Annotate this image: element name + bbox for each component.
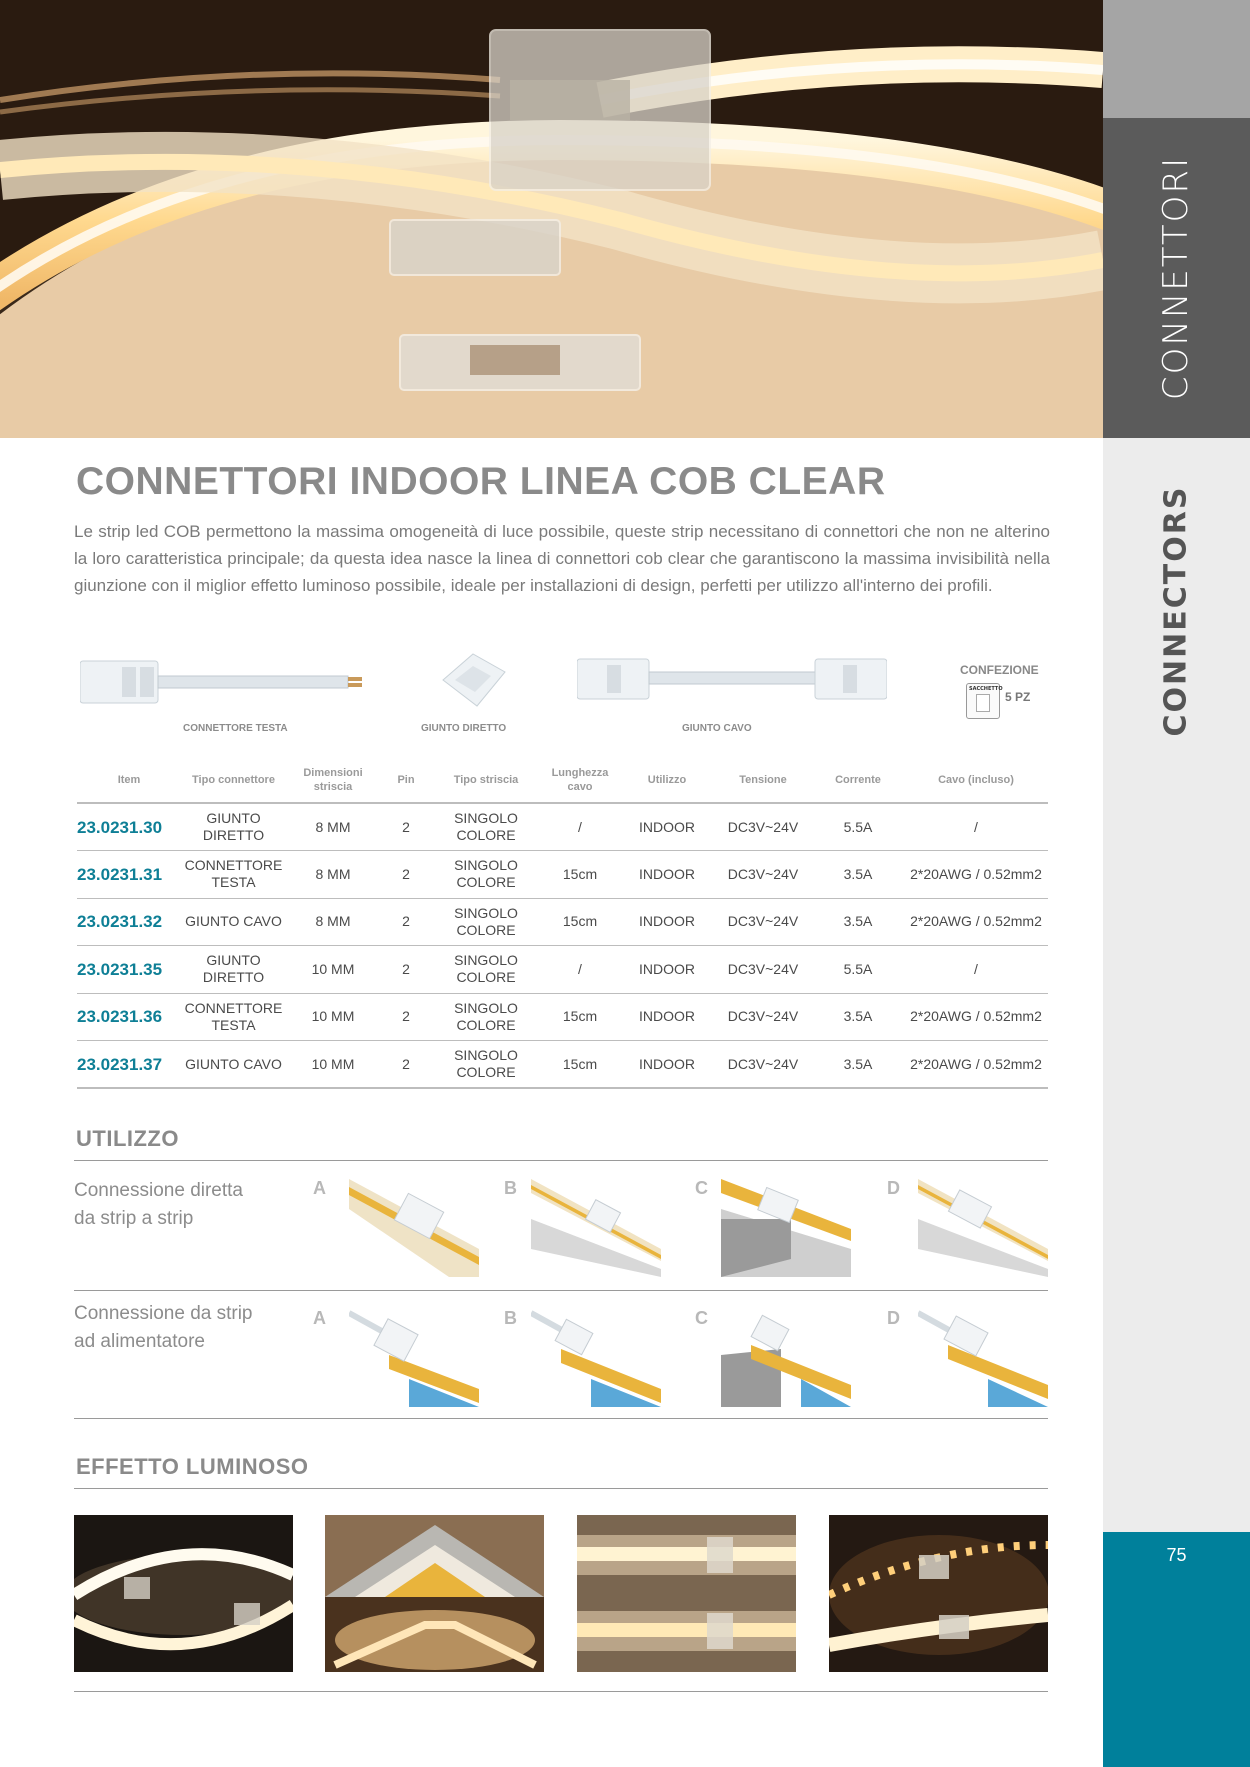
usage-row-1-label: Connessione diretta da strip a strip <box>74 1180 243 1229</box>
usage-step-image <box>531 1309 661 1407</box>
usage-row-1-rule <box>74 1290 1048 1291</box>
cell-item: 23.0231.37 <box>77 1041 181 1089</box>
cell-strip: SINGOLO COLORE <box>432 851 540 899</box>
th-type: Tipo connettore <box>181 757 286 803</box>
table-row <box>77 898 1048 946</box>
cell-item: 23.0231.32 <box>77 898 181 946</box>
cell-dim: 8 MM <box>286 898 380 946</box>
effect-bottom-rule <box>74 1691 1048 1692</box>
th-pin: Pin <box>380 757 432 803</box>
cell-voltage: DC3V~24V <box>714 898 812 946</box>
step-letter: A <box>313 1178 326 1198</box>
cell-dim: 8 MM <box>286 803 380 851</box>
cell-use: INDOOR <box>620 803 714 851</box>
cell-use: INDOOR <box>620 851 714 899</box>
cell-length: 15cm <box>540 993 620 1041</box>
section-title-en: CONNECTORS <box>1158 485 1194 737</box>
cell-length: / <box>540 946 620 994</box>
cell-item: 23.0231.31 <box>77 851 181 899</box>
hero-photo <box>0 0 1103 438</box>
th-strip: Tipo striscia <box>432 757 540 803</box>
th-use: Utilizzo <box>620 757 714 803</box>
cell-length: 15cm <box>540 898 620 946</box>
cell-voltage: DC3V~24V <box>714 993 812 1041</box>
cell-dim: 10 MM <box>286 1041 380 1089</box>
cell-length: 15cm <box>540 1041 620 1089</box>
cell-current: 3.5A <box>812 1041 904 1089</box>
cell-voltage: DC3V~24V <box>714 851 812 899</box>
cell-strip: SINGOLO COLORE <box>432 993 540 1041</box>
table-row <box>77 993 1048 1041</box>
th-voltage: Tensione <box>714 757 812 803</box>
cell-current: 3.5A <box>812 898 904 946</box>
cell-pin: 2 <box>380 993 432 1041</box>
usage-step-image <box>918 1309 1048 1407</box>
step-letter: C <box>695 1308 708 1328</box>
usage-step-image <box>721 1309 851 1407</box>
table-row <box>77 851 1048 899</box>
packaging-quantity: 5 PZ <box>1005 690 1031 704</box>
th-length: Lunghezza cavo <box>540 757 620 803</box>
usage-step-image <box>531 1179 661 1277</box>
th-dim: Dimensioni striscia <box>286 757 380 803</box>
packaging-label: CONFEZIONE <box>960 663 1039 677</box>
cell-current: 5.5A <box>812 946 904 994</box>
table-row <box>77 803 1048 851</box>
cell-voltage: DC3V~24V <box>714 803 812 851</box>
cell-item: 23.0231.36 <box>77 993 181 1041</box>
connector-head-image <box>80 657 380 712</box>
effect-heading-rule <box>74 1488 1048 1489</box>
cell-cable: / <box>904 803 1048 851</box>
packaging-bag-label: SACCHETTO <box>969 686 1003 692</box>
cell-dim: 10 MM <box>286 946 380 994</box>
cell-voltage: DC3V~24V <box>714 1041 812 1089</box>
usage-step-image <box>349 1309 479 1407</box>
effect-heading: EFFETTO LUMINOSO <box>76 1454 309 1479</box>
cell-use: INDOOR <box>620 993 714 1041</box>
cell-strip: SINGOLO COLORE <box>432 803 540 851</box>
usage-step-image <box>918 1179 1048 1277</box>
page-number: 75 <box>1166 1545 1187 1565</box>
table-row <box>77 946 1048 994</box>
packaging-bag-icon <box>966 683 1003 719</box>
cell-cable: 2*20AWG / 0.52mm2 <box>904 851 1048 899</box>
cell-cable: 2*20AWG / 0.52mm2 <box>904 993 1048 1041</box>
section-title-it: CONNETTORI <box>1156 155 1196 401</box>
th-item: Item <box>77 757 181 803</box>
usage-step-image <box>721 1179 851 1277</box>
cell-pin: 2 <box>380 851 432 899</box>
cell-pin: 2 <box>380 803 432 851</box>
cell-dim: 10 MM <box>286 993 380 1041</box>
cell-type: CONNETTORE TESTA <box>181 851 286 899</box>
usage-heading: UTILIZZO <box>76 1126 179 1151</box>
table-row <box>77 1041 1048 1089</box>
usage-row-2-label: Connessione da strip ad alimentatore <box>74 1303 253 1352</box>
step-letter: D <box>887 1178 900 1198</box>
cell-cable: 2*20AWG / 0.52mm2 <box>904 898 1048 946</box>
usage-heading-rule <box>74 1160 1048 1161</box>
spec-table <box>77 757 1048 1089</box>
step-letter: B <box>504 1308 517 1328</box>
cell-use: INDOOR <box>620 1041 714 1089</box>
cell-strip: SINGOLO COLORE <box>432 1041 540 1089</box>
step-letter: C <box>695 1178 708 1198</box>
cell-type: GIUNTO DIRETTO <box>181 803 286 851</box>
cell-cable: 2*20AWG / 0.52mm2 <box>904 1041 1048 1089</box>
cell-length: 15cm <box>540 851 620 899</box>
caption-giunto-diretto: GIUNTO DIRETTO <box>421 723 507 734</box>
cell-current: 5.5A <box>812 803 904 851</box>
cell-current: 3.5A <box>812 993 904 1041</box>
caption-giunto-cavo: GIUNTO CAVO <box>682 723 752 734</box>
th-cable: Cavo (incluso) <box>904 757 1048 803</box>
caption-connettore-testa: CONNETTORE TESTA <box>183 723 288 734</box>
cell-pin: 2 <box>380 946 432 994</box>
sidebar-top-block <box>1103 0 1250 118</box>
step-letter: B <box>504 1178 517 1198</box>
cell-strip: SINGOLO COLORE <box>432 946 540 994</box>
cell-type: GIUNTO DIRETTO <box>181 946 286 994</box>
effect-photo-3 <box>577 1515 796 1672</box>
cell-type: GIUNTO CAVO <box>181 898 286 946</box>
cell-item: 23.0231.35 <box>77 946 181 994</box>
sidebar <box>1103 0 1250 1767</box>
connector-cable-image <box>577 655 887 703</box>
cell-pin: 2 <box>380 898 432 946</box>
cell-current: 3.5A <box>812 851 904 899</box>
usage-row-2-rule <box>74 1418 1048 1419</box>
intro-paragraph: Le strip led COB permettono la massima omogeneità di luce possibile, queste strip necessitano di connettori che non ne alterino la loro caratteristica principale; da questa idea nasce la linea di connettori cob clear che garantiscono la massima invisibilità nella giunzione con il miglior effetto luminoso possibile, ideale per installazioni di design, perfetti per utilizzo all'interno dei profili. <box>74 522 1050 595</box>
cell-type: GIUNTO CAVO <box>181 1041 286 1089</box>
cell-cable: / <box>904 946 1048 994</box>
cell-type: CONNETTORE TESTA <box>181 993 286 1041</box>
step-letter: D <box>887 1308 900 1328</box>
table-header-row <box>77 757 1048 803</box>
cell-use: INDOOR <box>620 898 714 946</box>
usage-step-image <box>349 1179 479 1277</box>
th-current: Corrente <box>812 757 904 803</box>
cell-item: 23.0231.30 <box>77 803 181 851</box>
cell-length: / <box>540 803 620 851</box>
connector-direct-image <box>433 650 513 710</box>
cell-strip: SINGOLO COLORE <box>432 898 540 946</box>
sidebar-page-block <box>1103 1532 1250 1767</box>
step-letter: A <box>313 1308 326 1328</box>
effect-photo-2 <box>325 1515 544 1672</box>
bag-document-icon <box>976 694 990 712</box>
cell-voltage: DC3V~24V <box>714 946 812 994</box>
cell-dim: 8 MM <box>286 851 380 899</box>
cell-use: INDOOR <box>620 946 714 994</box>
page-title: CONNETTORI INDOOR LINEA COB CLEAR <box>76 460 886 503</box>
effect-photo-4 <box>829 1515 1048 1672</box>
effect-photo-1 <box>74 1515 293 1672</box>
cell-pin: 2 <box>380 1041 432 1089</box>
